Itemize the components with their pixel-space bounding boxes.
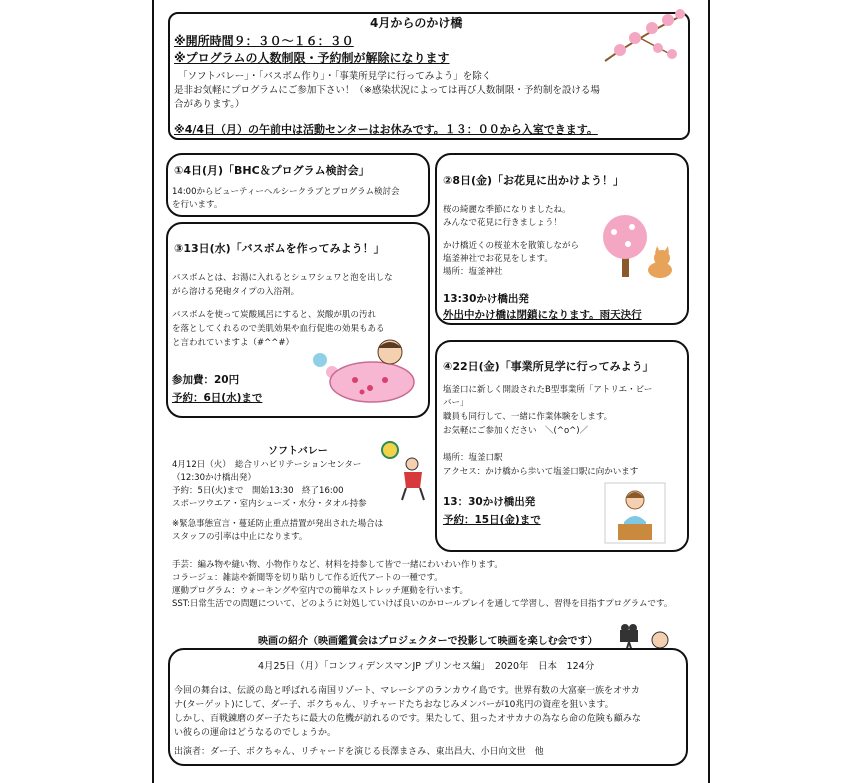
event4-desc4: お気軽にご参加ください ＼(^o^)／ — [443, 426, 589, 436]
presenter-illustration — [604, 482, 666, 544]
movie-heading: 映画の紹介（映画鑑賞会はプロジェクターで投影して映画を楽しむ会です） — [258, 636, 598, 647]
event4-access: アクセス：かけ橋から歩いて塩釜口駅に向かいます — [443, 467, 639, 477]
event3-desc2: がら溶ける発砲タイプの入浴剤。 — [172, 287, 300, 297]
event3-title: ③13日(水)「バスボムを作ってみよう！」 — [174, 242, 385, 255]
volleyball-player-illustration — [378, 440, 434, 502]
event2-desc1: 桜の綺麗な季節になりましたね。 — [443, 205, 571, 215]
event4-place: 場所：塩釜口駅 — [443, 453, 503, 463]
event3-reservation: 予約：6日(水)まで — [172, 392, 263, 404]
movie-cast: 出演者：ダー子、ボクちゃん、リチャードを演じる長澤まさみ、東出昌大、小日向文世 他 — [174, 747, 544, 757]
event2-closed: 外出中かけ橋は閉鎖になります。雨天決行 — [443, 309, 642, 321]
event2-depart: 13:30かけ橋出発 — [443, 293, 529, 305]
event3-desc4: を落としてくれるので美肌効果や血行促進の効果もある — [172, 324, 385, 334]
hours-notice: ※開所時間９：３０～１６：３０ — [174, 34, 354, 48]
cherry-branch-illustration — [600, 6, 690, 66]
glossary-line4: SST:日常生活での問題について、どのように対処していけば良いのかロールプレイを通して学習し、習得を目指すプログラムです。 — [172, 599, 673, 609]
movie-story3: しかし、百戦錬磨のダー子たちに最大の危機が訪れるのです。果たして、狙ったオサカナの為なら命の危険も顧みな — [174, 714, 641, 724]
closed-notice: ※4/4日（月）の午前中は活動センターはお休みです。１３：００から入室できます。 — [174, 123, 598, 136]
event2-desc2: みんなで花見に行きましょう！ — [443, 218, 563, 228]
event3-desc1: バスボムとは、お湯に入れるとシュワシュワと泡を出しな — [172, 273, 393, 283]
volleyball-note2: スタッフの引率は中止になります。 — [172, 532, 308, 542]
event4-depart: 13：30かけ橋出発 — [443, 496, 536, 508]
event1-desc2: を行います。 — [172, 200, 223, 210]
event2-title: ②8日(金)「お花見に出かけよう！」 — [443, 174, 625, 187]
glossary-line1: 手芸：編み物や縫い物、小物作りなど、材料を持参して皆で一緒にわいわい作ります。 — [172, 560, 503, 570]
event4-desc2: バー」 — [443, 398, 469, 408]
event2-desc3: かけ橋近くの桜並木を散策しながら — [443, 241, 580, 251]
event4-desc1: 塩釜口に新しく開設されたB型事業所「アトリエ・ビー — [443, 385, 653, 395]
program-notice: ※プログラムの人数制限・予約制が解除になります — [174, 51, 450, 65]
page-border-left — [152, 0, 154, 783]
event1-desc1: 14:00からビューティーヘルシークラブとプログラム検討会 — [172, 187, 400, 197]
event4-title: ④22日(金)「事業所見学に行ってみよう」 — [443, 360, 654, 373]
volleyball-line4: スポーツウエア・室内シューズ・水分・タオル持参 — [172, 499, 367, 509]
event3-desc5: と言われていますよ（#^^#） — [172, 338, 294, 348]
movie-story4: い彼らの運命はどうなるのでしょうか。 — [174, 728, 337, 738]
volleyball-line2: （12:30かけ橋出発） — [172, 473, 256, 483]
movie-story2: ナ(ターゲット)にして、ダー子、ボクちゃん、リチャードたちおなじみメンバーが10兆円の資産を狙います。 — [174, 700, 614, 710]
event4-desc3: 職員も同行して、一緒に作業体験をします。 — [443, 412, 613, 422]
bath-illustration — [310, 330, 420, 410]
volleyball-note1: ※緊急事態宣言・蔓延防止重点措置が発出された場合は — [172, 519, 384, 529]
movie-title: 4月25日（月）「コンフィデンスマンJP プリンセス編」 2020年 日本 124分 — [258, 661, 595, 672]
glossary-line3: 運動プログラム：ウォーキングや室内での簡単なストレッチ運動を行います。 — [172, 586, 469, 596]
announcement-title: 4月からのかけ橋 — [370, 16, 463, 30]
announcement-line1: 「ソフトバレー」・「バスボム作り」・「事業所見学に行ってみよう」を除く — [178, 71, 492, 82]
announcement-line3: 合があります。） — [174, 99, 245, 110]
event3-desc3: バスボムを使って炭酸風呂にすると、炭酸が肌の汚れ — [172, 310, 377, 320]
cherry-tree-illustration — [600, 212, 680, 282]
volleyball-line1: 4月12日（火） 総合リハビリテーションセンター — [172, 460, 362, 470]
event1-title: ①4日(月)「BHC＆プログラム検討会」 — [174, 164, 370, 177]
event4-reservation: 予約：15日(金)まで — [443, 514, 541, 526]
volleyball-title: ソフトバレー — [268, 446, 328, 457]
page-border-right — [708, 0, 710, 783]
movie-story1: 今回の舞台は、伝説の島と呼ばれる南国リゾート、マレーシアのランカウイ島です。世界有数の大富豪一族をオサカ — [174, 686, 640, 696]
event2-desc5: 場所：塩釜神社 — [443, 267, 503, 277]
glossary-line2: コラージュ：雑誌や新聞等を切り貼りして作る近代アートの一種です。 — [172, 573, 443, 583]
volleyball-line3: 予約：5日(火)まで 開始13:30 終了16:00 — [172, 486, 344, 496]
event3-fee: 参加費：20円 — [172, 374, 240, 386]
event2-desc4: 塩釜神社でお花見をします。 — [443, 254, 553, 264]
announcement-line2: 是非お気軽にプログラムにご参加下さい！（※感染状況によっては再び人数制限・予約制を設ける場 — [174, 85, 600, 96]
